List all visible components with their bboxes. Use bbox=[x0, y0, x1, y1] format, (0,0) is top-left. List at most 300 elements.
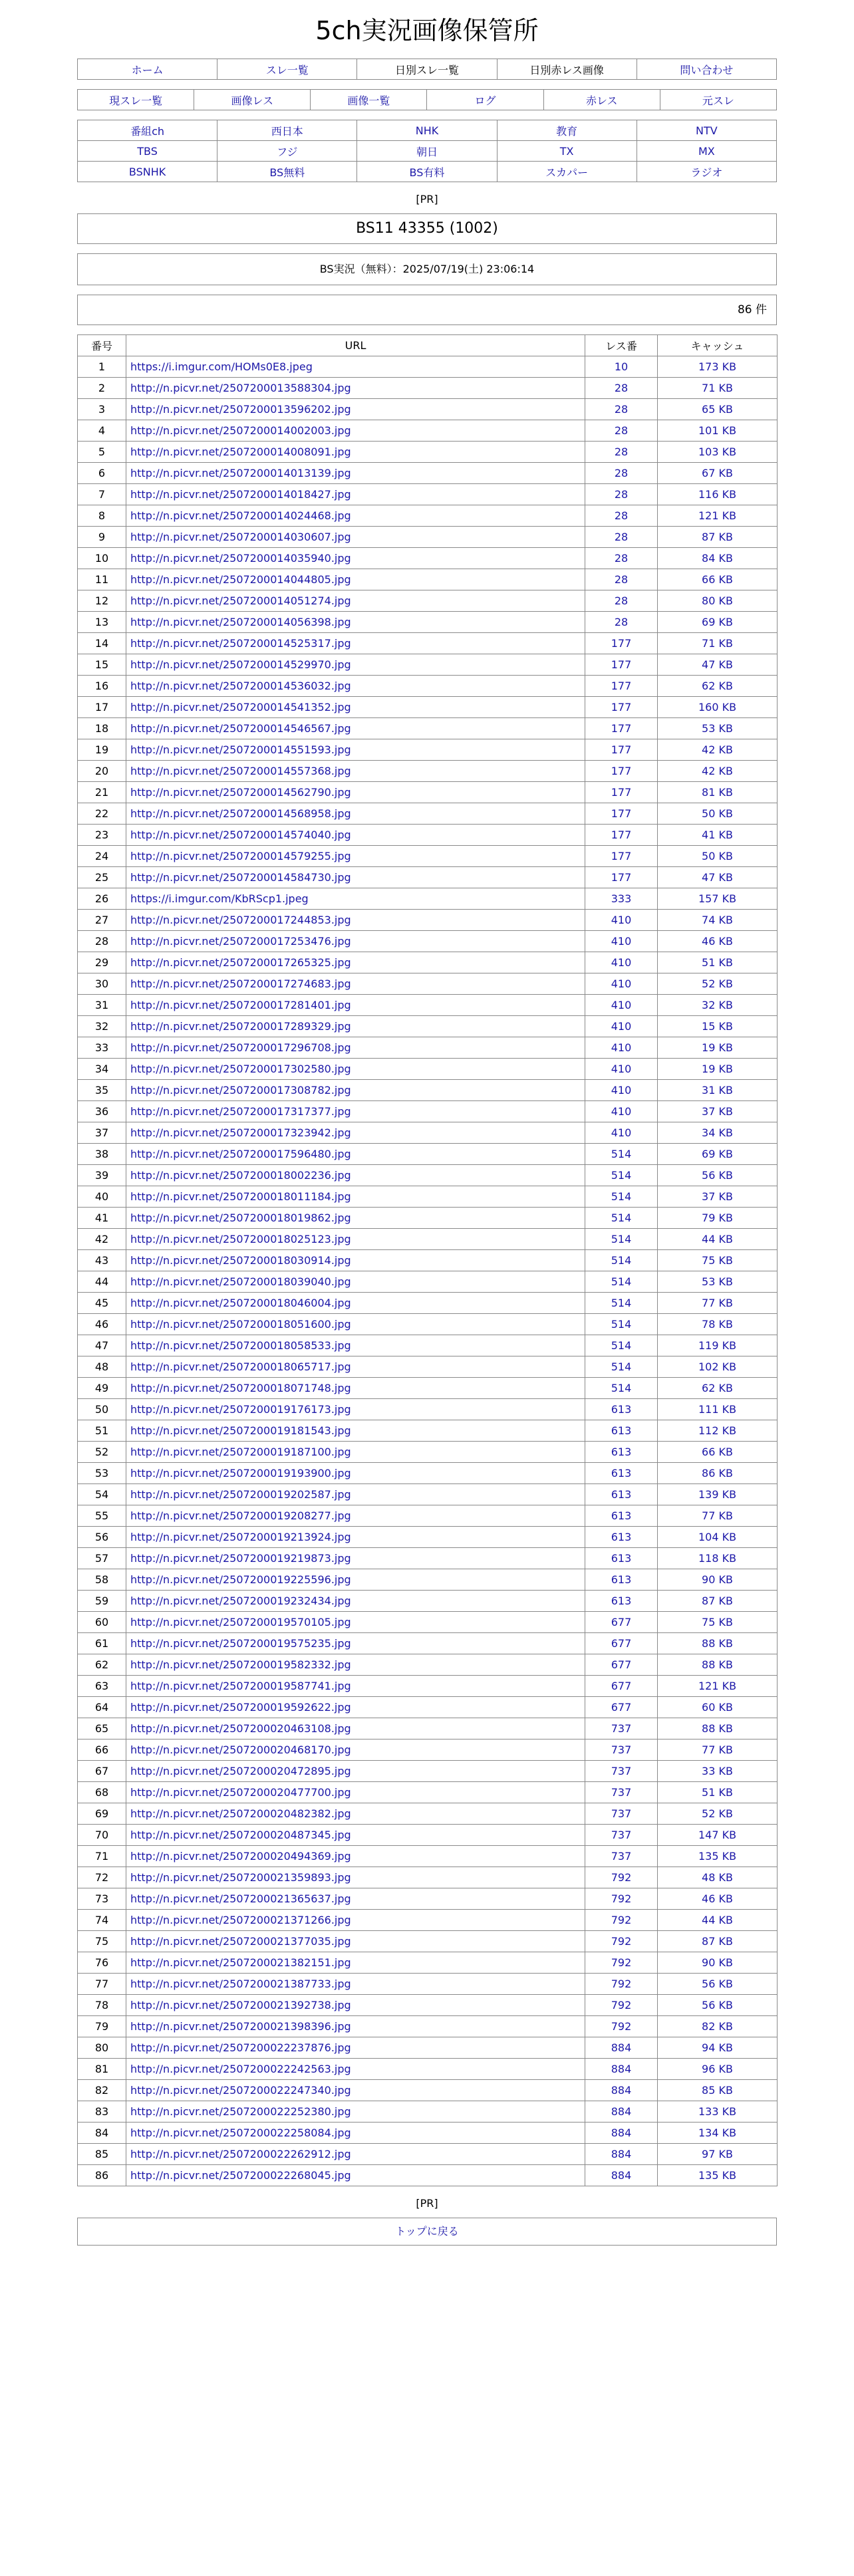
cache-link[interactable]: 77 KB bbox=[702, 1297, 733, 1309]
image-url-link[interactable]: http://n.picvr.net/2507200019208277.jpg bbox=[130, 1509, 351, 1522]
cache-link[interactable]: 139 KB bbox=[698, 1488, 737, 1501]
image-url-link[interactable]: http://n.picvr.net/2507200021365637.jpg bbox=[130, 1892, 351, 1905]
image-url-link[interactable]: http://n.picvr.net/2507200018058533.jpg bbox=[130, 1339, 351, 1352]
image-url-link[interactable]: http://n.picvr.net/2507200019193900.jpg bbox=[130, 1467, 351, 1480]
cache-link[interactable]: 97 KB bbox=[702, 2148, 733, 2160]
channel-1-1-link[interactable]: フジ bbox=[277, 145, 298, 158]
image-url-link[interactable]: http://n.picvr.net/2507200019213924.jpg bbox=[130, 1531, 351, 1543]
res-number-link[interactable]: 410 bbox=[611, 956, 632, 969]
image-url-link[interactable]: http://n.picvr.net/2507200014035940.jpg bbox=[130, 552, 351, 565]
image-url-link[interactable]: http://n.picvr.net/2507200014562790.jpg bbox=[130, 786, 351, 799]
cache-link[interactable]: 74 KB bbox=[702, 914, 733, 926]
cache-link[interactable]: 37 KB bbox=[702, 1105, 733, 1118]
res-number-link[interactable]: 333 bbox=[611, 892, 632, 905]
res-number-link[interactable]: 613 bbox=[611, 1509, 632, 1522]
site-title[interactable]: 5ch実況画像保管所 bbox=[315, 16, 539, 45]
cache-link[interactable]: 88 KB bbox=[702, 1637, 733, 1650]
image-url-link[interactable]: http://n.picvr.net/2507200019587741.jpg bbox=[130, 1680, 351, 1692]
row-number: 58 bbox=[78, 1569, 126, 1591]
cache-link[interactable]: 19 KB bbox=[702, 1041, 733, 1054]
channel-0-3-link[interactable]: 教育 bbox=[556, 124, 578, 138]
channel-2-2-link[interactable]: BS有料 bbox=[409, 166, 445, 179]
res-number-link[interactable]: 792 bbox=[611, 2020, 632, 2033]
image-url-link[interactable]: http://n.picvr.net/2507200019570105.jpg bbox=[130, 1616, 351, 1628]
cache-link[interactable]: 90 KB bbox=[702, 1956, 733, 1969]
image-url-link[interactable]: http://n.picvr.net/2507200018065717.jpg bbox=[130, 1360, 351, 1373]
cache-link[interactable]: 33 KB bbox=[702, 1765, 733, 1777]
cache-link[interactable]: 134 KB bbox=[698, 2126, 737, 2139]
cache-link[interactable]: 52 KB bbox=[702, 977, 733, 990]
image-url-link[interactable]: http://n.picvr.net/2507200014051274.jpg bbox=[130, 594, 351, 607]
image-url-link[interactable]: http://n.picvr.net/2507200014579255.jpg bbox=[130, 850, 351, 862]
image-url-link[interactable]: http://n.picvr.net/2507200021377035.jpg bbox=[130, 1935, 351, 1948]
cache-link[interactable]: 119 KB bbox=[698, 1339, 737, 1352]
image-url-link[interactable]: http://n.picvr.net/2507200014044805.jpg bbox=[130, 573, 351, 586]
res-number-link[interactable]: 514 bbox=[611, 1233, 632, 1245]
nav2-item-3-link[interactable]: ログ bbox=[474, 94, 496, 107]
image-url-link[interactable]: http://n.picvr.net/2507200014574040.jpg bbox=[130, 829, 351, 841]
res-number-link[interactable]: 28 bbox=[614, 573, 629, 586]
res-number-link[interactable]: 613 bbox=[611, 1403, 632, 1416]
image-url-link[interactable]: http://n.picvr.net/2507200022247340.jpg bbox=[130, 2084, 351, 2097]
channel-2-0-link[interactable]: BSNHK bbox=[128, 165, 166, 178]
image-url-link[interactable]: http://n.picvr.net/2507200020494369.jpg bbox=[130, 1850, 351, 1863]
cache-link[interactable]: 42 KB bbox=[702, 765, 733, 777]
channel-2-4-link[interactable]: ラジオ bbox=[690, 166, 723, 179]
channel-2-3-link[interactable]: スカパー bbox=[545, 166, 589, 179]
image-url-link[interactable]: http://n.picvr.net/2507200014546567.jpg bbox=[130, 722, 351, 735]
image-url-link[interactable]: http://n.picvr.net/2507200021359893.jpg bbox=[130, 1871, 351, 1884]
res-number-link[interactable]: 177 bbox=[611, 743, 632, 756]
res-number-link[interactable]: 28 bbox=[614, 403, 629, 416]
res-number-link[interactable]: 177 bbox=[611, 701, 632, 713]
image-url-link[interactable]: http://n.picvr.net/2507200018039040.jpg bbox=[130, 1275, 351, 1288]
cache-link[interactable]: 84 KB bbox=[702, 552, 733, 565]
url-cell bbox=[126, 973, 585, 995]
cache-cell bbox=[658, 1186, 778, 1208]
res-number-link[interactable]: 737 bbox=[611, 1765, 632, 1777]
res-cell bbox=[585, 420, 658, 442]
res-number-link[interactable]: 410 bbox=[611, 1126, 632, 1139]
res-number-link[interactable]: 677 bbox=[611, 1637, 632, 1650]
cache-link[interactable]: 50 KB bbox=[702, 807, 733, 820]
nav2-item-3-cell bbox=[427, 90, 543, 110]
res-number-link[interactable]: 792 bbox=[611, 1935, 632, 1948]
cache-link[interactable]: 65 KB bbox=[702, 403, 733, 416]
nav2-item-0-link[interactable]: 現スレ一覧 bbox=[109, 94, 163, 107]
cache-link[interactable]: 87 KB bbox=[702, 531, 733, 543]
res-number-link[interactable]: 677 bbox=[611, 1701, 632, 1714]
cache-link[interactable]: 75 KB bbox=[702, 1616, 733, 1628]
res-number-link[interactable]: 177 bbox=[611, 637, 632, 650]
image-url-link[interactable]: http://n.picvr.net/2507200017274683.jpg bbox=[130, 977, 351, 990]
cache-link[interactable]: 75 KB bbox=[702, 1254, 733, 1267]
cache-link[interactable]: 44 KB bbox=[702, 1914, 733, 1926]
res-number-link[interactable]: 514 bbox=[611, 1190, 632, 1203]
res-number-link[interactable]: 613 bbox=[611, 1573, 632, 1586]
image-url-link[interactable]: http://n.picvr.net/2507200020472895.jpg bbox=[130, 1765, 351, 1777]
cache-link[interactable]: 121 KB bbox=[698, 509, 737, 522]
image-url-link[interactable]: http://n.picvr.net/2507200020487345.jpg bbox=[130, 1829, 351, 1841]
res-number-link[interactable]: 410 bbox=[611, 977, 632, 990]
cache-link[interactable]: 34 KB bbox=[702, 1126, 733, 1139]
cache-link[interactable]: 60 KB bbox=[702, 1701, 733, 1714]
cache-link[interactable]: 78 KB bbox=[702, 1318, 733, 1331]
res-number-link[interactable]: 28 bbox=[614, 467, 629, 479]
image-url-link[interactable]: http://n.picvr.net/2507200020468170.jpg bbox=[130, 1743, 351, 1756]
cache-link[interactable]: 51 KB bbox=[702, 956, 733, 969]
image-url-link[interactable]: http://n.picvr.net/2507200014002003.jpg bbox=[130, 424, 351, 437]
res-number-link[interactable]: 10 bbox=[614, 360, 629, 373]
cache-link[interactable]: 31 KB bbox=[702, 1084, 733, 1096]
cache-link[interactable]: 47 KB bbox=[702, 658, 733, 671]
cache-link[interactable]: 94 KB bbox=[702, 2041, 733, 2054]
res-number-link[interactable]: 792 bbox=[611, 1978, 632, 1990]
image-url-link[interactable]: http://n.picvr.net/2507200018011184.jpg bbox=[130, 1190, 351, 1203]
res-number-link[interactable]: 677 bbox=[611, 1616, 632, 1628]
image-url-link[interactable]: http://n.picvr.net/2507200014568958.jpg bbox=[130, 807, 351, 820]
res-number-link[interactable]: 177 bbox=[611, 850, 632, 862]
nav1-item-1-link[interactable]: スレ一覧 bbox=[265, 63, 309, 76]
res-number-link[interactable]: 177 bbox=[611, 871, 632, 884]
image-url-link[interactable]: http://n.picvr.net/2507200022258084.jpg bbox=[130, 2126, 351, 2139]
cache-link[interactable]: 56 KB bbox=[702, 1999, 733, 2011]
res-number-link[interactable]: 410 bbox=[611, 935, 632, 948]
res-number-link[interactable]: 28 bbox=[614, 531, 629, 543]
res-number-link[interactable]: 514 bbox=[611, 1360, 632, 1373]
cache-link[interactable]: 79 KB bbox=[702, 1212, 733, 1224]
image-url-link[interactable]: http://n.picvr.net/2507200017302580.jpg bbox=[130, 1063, 351, 1075]
image-url-link[interactable]: http://n.picvr.net/2507200018030914.jpg bbox=[130, 1254, 351, 1267]
res-number-link[interactable]: 737 bbox=[611, 1807, 632, 1820]
cache-link[interactable]: 37 KB bbox=[702, 1190, 733, 1203]
res-number-link[interactable]: 514 bbox=[611, 1339, 632, 1352]
image-url-link[interactable]: http://n.picvr.net/2507200019176173.jpg bbox=[130, 1403, 351, 1416]
res-number-link[interactable]: 28 bbox=[614, 424, 629, 437]
cache-link[interactable]: 82 KB bbox=[702, 2020, 733, 2033]
res-number-link[interactable]: 792 bbox=[611, 1956, 632, 1969]
res-number-link[interactable]: 884 bbox=[611, 2063, 632, 2075]
cache-cell bbox=[658, 1505, 778, 1527]
image-url-link[interactable]: http://n.picvr.net/2507200018002236.jpg bbox=[130, 1169, 351, 1182]
cache-link[interactable]: 102 KB bbox=[698, 1360, 737, 1373]
cache-link[interactable]: 53 KB bbox=[702, 1275, 733, 1288]
res-number-link[interactable]: 792 bbox=[611, 1892, 632, 1905]
cache-link[interactable]: 52 KB bbox=[702, 1807, 733, 1820]
cache-link[interactable]: 67 KB bbox=[702, 467, 733, 479]
cache-link[interactable]: 133 KB bbox=[698, 2105, 737, 2118]
res-number-link[interactable]: 737 bbox=[611, 1722, 632, 1735]
res-number-link[interactable]: 28 bbox=[614, 446, 629, 458]
image-url-link[interactable]: http://n.picvr.net/2507200014525317.jpg bbox=[130, 637, 351, 650]
image-url-link[interactable]: http://n.picvr.net/2507200014056398.jpg bbox=[130, 616, 351, 628]
image-url-link[interactable]: http://n.picvr.net/2507200017596480.jpg bbox=[130, 1148, 351, 1160]
image-url-link[interactable]: http://n.picvr.net/2507200017289329.jpg bbox=[130, 1020, 351, 1033]
cache-link[interactable]: 135 KB bbox=[698, 2169, 737, 2182]
res-number-link[interactable]: 28 bbox=[614, 616, 629, 628]
cache-link[interactable]: 135 KB bbox=[698, 1850, 737, 1863]
table-row bbox=[78, 1165, 778, 1186]
image-url-link[interactable]: http://n.picvr.net/2507200017265325.jpg bbox=[130, 956, 351, 969]
cache-link[interactable]: 47 KB bbox=[702, 871, 733, 884]
cache-link[interactable]: 62 KB bbox=[702, 1382, 733, 1394]
image-url-link[interactable]: http://n.picvr.net/2507200019592622.jpg bbox=[130, 1701, 351, 1714]
cache-link[interactable]: 157 KB bbox=[698, 892, 737, 905]
res-number-link[interactable]: 613 bbox=[611, 1424, 632, 1437]
nav1-item-4-link[interactable]: 問い合わせ bbox=[680, 63, 734, 76]
res-number-link[interactable]: 613 bbox=[611, 1467, 632, 1480]
channel-0-4-link[interactable]: NTV bbox=[696, 124, 718, 137]
cache-link[interactable]: 50 KB bbox=[702, 850, 733, 862]
image-url-link[interactable]: http://n.picvr.net/2507200018051600.jpg bbox=[130, 1318, 351, 1331]
image-url-link[interactable]: http://n.picvr.net/2507200022268045.jpg bbox=[130, 2169, 351, 2182]
image-url-link[interactable]: http://n.picvr.net/2507200021387733.jpg bbox=[130, 1978, 351, 1990]
channel-1-2-link[interactable]: 朝日 bbox=[416, 145, 438, 158]
res-number-link[interactable]: 514 bbox=[611, 1275, 632, 1288]
res-number-link[interactable]: 613 bbox=[611, 1552, 632, 1565]
cache-link[interactable]: 66 KB bbox=[702, 573, 733, 586]
res-number-link[interactable]: 177 bbox=[611, 722, 632, 735]
image-url-link[interactable]: http://n.picvr.net/2507200021398396.jpg bbox=[130, 2020, 351, 2033]
res-number-link[interactable]: 737 bbox=[611, 1743, 632, 1756]
image-url-link[interactable]: http://n.picvr.net/2507200017253476.jpg bbox=[130, 935, 351, 948]
image-url-link[interactable]: http://n.picvr.net/2507200022252380.jpg bbox=[130, 2105, 351, 2118]
cache-link[interactable]: 90 KB bbox=[702, 1573, 733, 1586]
cache-link[interactable]: 56 KB bbox=[702, 1169, 733, 1182]
image-url-link[interactable]: http://n.picvr.net/2507200021371266.jpg bbox=[130, 1914, 351, 1926]
res-number-link[interactable]: 514 bbox=[611, 1169, 632, 1182]
image-url-link[interactable]: http://n.picvr.net/2507200019202587.jpg bbox=[130, 1488, 351, 1501]
nav2-item-4-link[interactable]: 赤レス bbox=[585, 94, 618, 107]
image-url-link[interactable]: http://n.picvr.net/2507200018046004.jpg bbox=[130, 1297, 351, 1309]
cache-link[interactable]: 69 KB bbox=[702, 1148, 733, 1160]
table-row bbox=[78, 1378, 778, 1399]
image-url-link[interactable]: http://n.picvr.net/2507200021392738.jpg bbox=[130, 1999, 351, 2011]
cache-link[interactable]: 103 KB bbox=[698, 446, 737, 458]
image-url-link[interactable]: http://n.picvr.net/2507200014018427.jpg bbox=[130, 488, 351, 501]
cache-link[interactable]: 86 KB bbox=[702, 1467, 733, 1480]
cache-link[interactable]: 81 KB bbox=[702, 786, 733, 799]
res-number-link[interactable]: 177 bbox=[611, 658, 632, 671]
image-url-link[interactable]: http://n.picvr.net/2507200017323942.jpg bbox=[130, 1126, 351, 1139]
res-number-link[interactable]: 613 bbox=[611, 1488, 632, 1501]
channel-2-1-link[interactable]: BS無料 bbox=[269, 166, 305, 179]
image-url-link[interactable]: http://n.picvr.net/2507200017244853.jpg bbox=[130, 914, 351, 926]
image-url-link[interactable]: http://n.picvr.net/2507200019187100.jpg bbox=[130, 1446, 351, 1458]
cache-link[interactable]: 87 KB bbox=[702, 1935, 733, 1948]
cache-link[interactable]: 46 KB bbox=[702, 935, 733, 948]
cache-link[interactable]: 87 KB bbox=[702, 1595, 733, 1607]
image-url-link[interactable]: http://n.picvr.net/2507200017281401.jpg bbox=[130, 999, 351, 1011]
cache-link[interactable]: 88 KB bbox=[702, 1658, 733, 1671]
cache-link[interactable]: 69 KB bbox=[702, 616, 733, 628]
channel-1-4-link[interactable]: MX bbox=[698, 144, 715, 158]
image-url-link[interactable]: http://n.picvr.net/2507200014030607.jpg bbox=[130, 531, 351, 543]
res-number-link[interactable]: 177 bbox=[611, 680, 632, 692]
image-url-link[interactable]: http://n.picvr.net/2507200019232434.jpg bbox=[130, 1595, 351, 1607]
cache-link[interactable]: 19 KB bbox=[702, 1063, 733, 1075]
image-url-link[interactable]: http://n.picvr.net/2507200019575235.jpg bbox=[130, 1637, 351, 1650]
res-cell bbox=[585, 1505, 658, 1527]
image-url-link[interactable]: http://n.picvr.net/2507200019219873.jpg bbox=[130, 1552, 351, 1565]
res-number-link[interactable]: 28 bbox=[614, 488, 629, 501]
cache-link[interactable]: 116 KB bbox=[698, 488, 737, 501]
res-number-link[interactable]: 28 bbox=[614, 509, 629, 522]
image-url-link[interactable]: http://n.picvr.net/2507200020463108.jpg bbox=[130, 1722, 351, 1735]
cache-link[interactable]: 77 KB bbox=[702, 1743, 733, 1756]
res-number-link[interactable]: 884 bbox=[611, 2148, 632, 2160]
res-number-link[interactable]: 514 bbox=[611, 1148, 632, 1160]
image-url-link[interactable]: http://n.picvr.net/2507200019181543.jpg bbox=[130, 1424, 351, 1437]
cache-link[interactable]: 53 KB bbox=[702, 722, 733, 735]
cache-link[interactable]: 85 KB bbox=[702, 2084, 733, 2097]
image-url-link[interactable]: http://n.picvr.net/2507200014013139.jpg bbox=[130, 467, 351, 479]
image-url-link[interactable]: http://n.picvr.net/2507200014541352.jpg bbox=[130, 701, 351, 713]
image-url-link[interactable]: http://n.picvr.net/2507200019225596.jpg bbox=[130, 1573, 351, 1586]
res-number-link[interactable]: 28 bbox=[614, 382, 629, 394]
res-number-link[interactable]: 177 bbox=[611, 807, 632, 820]
res-number-link[interactable]: 28 bbox=[614, 594, 629, 607]
cache-link[interactable]: 62 KB bbox=[702, 680, 733, 692]
res-number-link[interactable]: 514 bbox=[611, 1297, 632, 1309]
res-number-link[interactable]: 737 bbox=[611, 1829, 632, 1841]
image-url-link[interactable]: http://n.picvr.net/2507200013588304.jpg bbox=[130, 382, 351, 394]
nav2-item-5-link[interactable]: 元スレ bbox=[702, 94, 734, 107]
nav1-item-0-link[interactable]: ホーム bbox=[131, 63, 164, 76]
cache-link[interactable]: 118 KB bbox=[698, 1552, 737, 1565]
image-url-link[interactable]: http://n.picvr.net/2507200014529970.jpg bbox=[130, 658, 351, 671]
cache-link[interactable]: 173 KB bbox=[698, 360, 737, 373]
cache-link[interactable]: 147 KB bbox=[698, 1829, 737, 1841]
cache-link[interactable]: 71 KB bbox=[702, 382, 733, 394]
image-url-link[interactable]: http://n.picvr.net/2507200022262912.jpg bbox=[130, 2148, 351, 2160]
res-number-link[interactable]: 410 bbox=[611, 1041, 632, 1054]
cache-link[interactable]: 66 KB bbox=[702, 1446, 733, 1458]
image-url-link[interactable]: http://n.picvr.net/2507200020482382.jpg bbox=[130, 1807, 351, 1820]
res-number-link[interactable]: 410 bbox=[611, 1105, 632, 1118]
image-url-link[interactable]: http://n.picvr.net/2507200014557368.jpg bbox=[130, 765, 351, 777]
res-number-link[interactable]: 884 bbox=[611, 2126, 632, 2139]
res-number-link[interactable]: 884 bbox=[611, 2084, 632, 2097]
image-url-link[interactable]: http://n.picvr.net/2507200018071748.jpg bbox=[130, 1382, 351, 1394]
row-number: 83 bbox=[78, 2101, 126, 2123]
res-number-link[interactable]: 177 bbox=[611, 786, 632, 799]
image-url-link[interactable]: http://n.picvr.net/2507200022237876.jpg bbox=[130, 2041, 351, 2054]
cache-link[interactable]: 96 KB bbox=[702, 2063, 733, 2075]
res-number-link[interactable]: 410 bbox=[611, 1020, 632, 1033]
res-number-link[interactable]: 792 bbox=[611, 1871, 632, 1884]
cache-link[interactable]: 44 KB bbox=[702, 1233, 733, 1245]
cache-link[interactable]: 42 KB bbox=[702, 743, 733, 756]
image-url-link[interactable]: http://n.picvr.net/2507200019582332.jpg bbox=[130, 1658, 351, 1671]
res-number-link[interactable]: 410 bbox=[611, 1084, 632, 1096]
image-url-link[interactable]: http://n.picvr.net/2507200017308782.jpg bbox=[130, 1084, 351, 1096]
channel-1-0-link[interactable]: TBS bbox=[137, 144, 158, 158]
res-number-link[interactable]: 737 bbox=[611, 1786, 632, 1799]
cache-link[interactable]: 77 KB bbox=[702, 1509, 733, 1522]
cache-link[interactable]: 112 KB bbox=[698, 1424, 737, 1437]
res-number-link[interactable]: 514 bbox=[611, 1212, 632, 1224]
res-number-link[interactable]: 410 bbox=[611, 914, 632, 926]
res-number-link[interactable]: 410 bbox=[611, 999, 632, 1011]
cache-cell bbox=[658, 548, 778, 569]
image-url-link[interactable]: http://n.picvr.net/2507200018025123.jpg bbox=[130, 1233, 351, 1245]
res-number-link[interactable]: 613 bbox=[611, 1531, 632, 1543]
image-url-link[interactable]: https://i.imgur.com/HOMs0E8.jpeg bbox=[130, 360, 313, 373]
image-url-link[interactable]: http://n.picvr.net/2507200014024468.jpg bbox=[130, 509, 351, 522]
res-cell bbox=[585, 399, 658, 420]
channel-0-0-link[interactable]: 番組ch bbox=[130, 124, 165, 138]
cache-link[interactable]: 46 KB bbox=[702, 1892, 733, 1905]
cache-link[interactable]: 88 KB bbox=[702, 1722, 733, 1735]
cache-link[interactable]: 41 KB bbox=[702, 829, 733, 841]
cache-link[interactable]: 71 KB bbox=[702, 637, 733, 650]
res-number-link[interactable]: 410 bbox=[611, 1063, 632, 1075]
cache-link[interactable]: 160 KB bbox=[698, 701, 737, 713]
res-number-link[interactable]: 884 bbox=[611, 2169, 632, 2182]
cache-link[interactable]: 15 KB bbox=[702, 1020, 733, 1033]
res-number-link[interactable]: 177 bbox=[611, 765, 632, 777]
res-cell bbox=[585, 1144, 658, 1165]
res-number-link[interactable]: 28 bbox=[614, 552, 629, 565]
image-url-link[interactable]: http://n.picvr.net/2507200014536032.jpg bbox=[130, 680, 351, 692]
nav2-item-2-link[interactable]: 画像一覧 bbox=[347, 94, 390, 107]
image-url-link[interactable]: http://n.picvr.net/2507200021382151.jpg bbox=[130, 1956, 351, 1969]
cache-link[interactable]: 111 KB bbox=[698, 1403, 737, 1416]
res-number-link[interactable]: 514 bbox=[611, 1318, 632, 1331]
res-number-link[interactable]: 177 bbox=[611, 829, 632, 841]
cache-link[interactable]: 101 KB bbox=[698, 424, 737, 437]
image-url-link[interactable]: http://n.picvr.net/2507200017296708.jpg bbox=[130, 1041, 351, 1054]
image-url-link[interactable]: http://n.picvr.net/2507200013596202.jpg bbox=[130, 403, 351, 416]
channel-0-1-link[interactable]: 西日本 bbox=[271, 124, 303, 138]
res-number-link[interactable]: 792 bbox=[611, 1999, 632, 2011]
cache-link[interactable]: 48 KB bbox=[702, 1871, 733, 1884]
res-number-link[interactable]: 613 bbox=[611, 1595, 632, 1607]
cache-cell bbox=[658, 676, 778, 697]
res-number-link[interactable]: 613 bbox=[611, 1446, 632, 1458]
image-url-link[interactable]: http://n.picvr.net/2507200022242563.jpg bbox=[130, 2063, 351, 2075]
nav2-item-1-link[interactable]: 画像レス bbox=[231, 94, 273, 107]
cache-link[interactable]: 80 KB bbox=[702, 594, 733, 607]
back-to-top-link[interactable]: トップに戻る bbox=[395, 2225, 459, 2238]
res-number-link[interactable]: 677 bbox=[611, 1680, 632, 1692]
res-number-link[interactable]: 514 bbox=[611, 1382, 632, 1394]
cache-cell bbox=[658, 612, 778, 633]
res-number-link[interactable]: 677 bbox=[611, 1658, 632, 1671]
res-number-link[interactable]: 884 bbox=[611, 2105, 632, 2118]
res-number-link[interactable]: 514 bbox=[611, 1254, 632, 1267]
res-number-link[interactable]: 737 bbox=[611, 1850, 632, 1863]
image-url-link[interactable]: http://n.picvr.net/2507200017317377.jpg bbox=[130, 1105, 351, 1118]
image-url-link[interactable]: http://n.picvr.net/2507200020477700.jpg bbox=[130, 1786, 351, 1799]
cache-link[interactable]: 32 KB bbox=[702, 999, 733, 1011]
image-url-link[interactable]: http://n.picvr.net/2507200014584730.jpg bbox=[130, 871, 351, 884]
image-url-link[interactable]: http://n.picvr.net/2507200014008091.jpg bbox=[130, 446, 351, 458]
res-number-link[interactable]: 792 bbox=[611, 1914, 632, 1926]
cache-link[interactable]: 121 KB bbox=[698, 1680, 737, 1692]
channel-1-3-link[interactable]: TX bbox=[559, 144, 574, 158]
image-url-link[interactable]: http://n.picvr.net/2507200014551593.jpg bbox=[130, 743, 351, 756]
res-number-link[interactable]: 884 bbox=[611, 2041, 632, 2054]
row-number: 5 bbox=[78, 442, 126, 463]
channel-0-2-link[interactable]: NHK bbox=[415, 124, 439, 137]
cache-link[interactable]: 51 KB bbox=[702, 1786, 733, 1799]
image-url-link[interactable]: http://n.picvr.net/2507200018019862.jpg bbox=[130, 1212, 351, 1224]
image-url-link[interactable]: https://i.imgur.com/KbRScp1.jpeg bbox=[130, 892, 309, 905]
cache-link[interactable]: 56 KB bbox=[702, 1978, 733, 1990]
cache-link[interactable]: 104 KB bbox=[698, 1531, 737, 1543]
